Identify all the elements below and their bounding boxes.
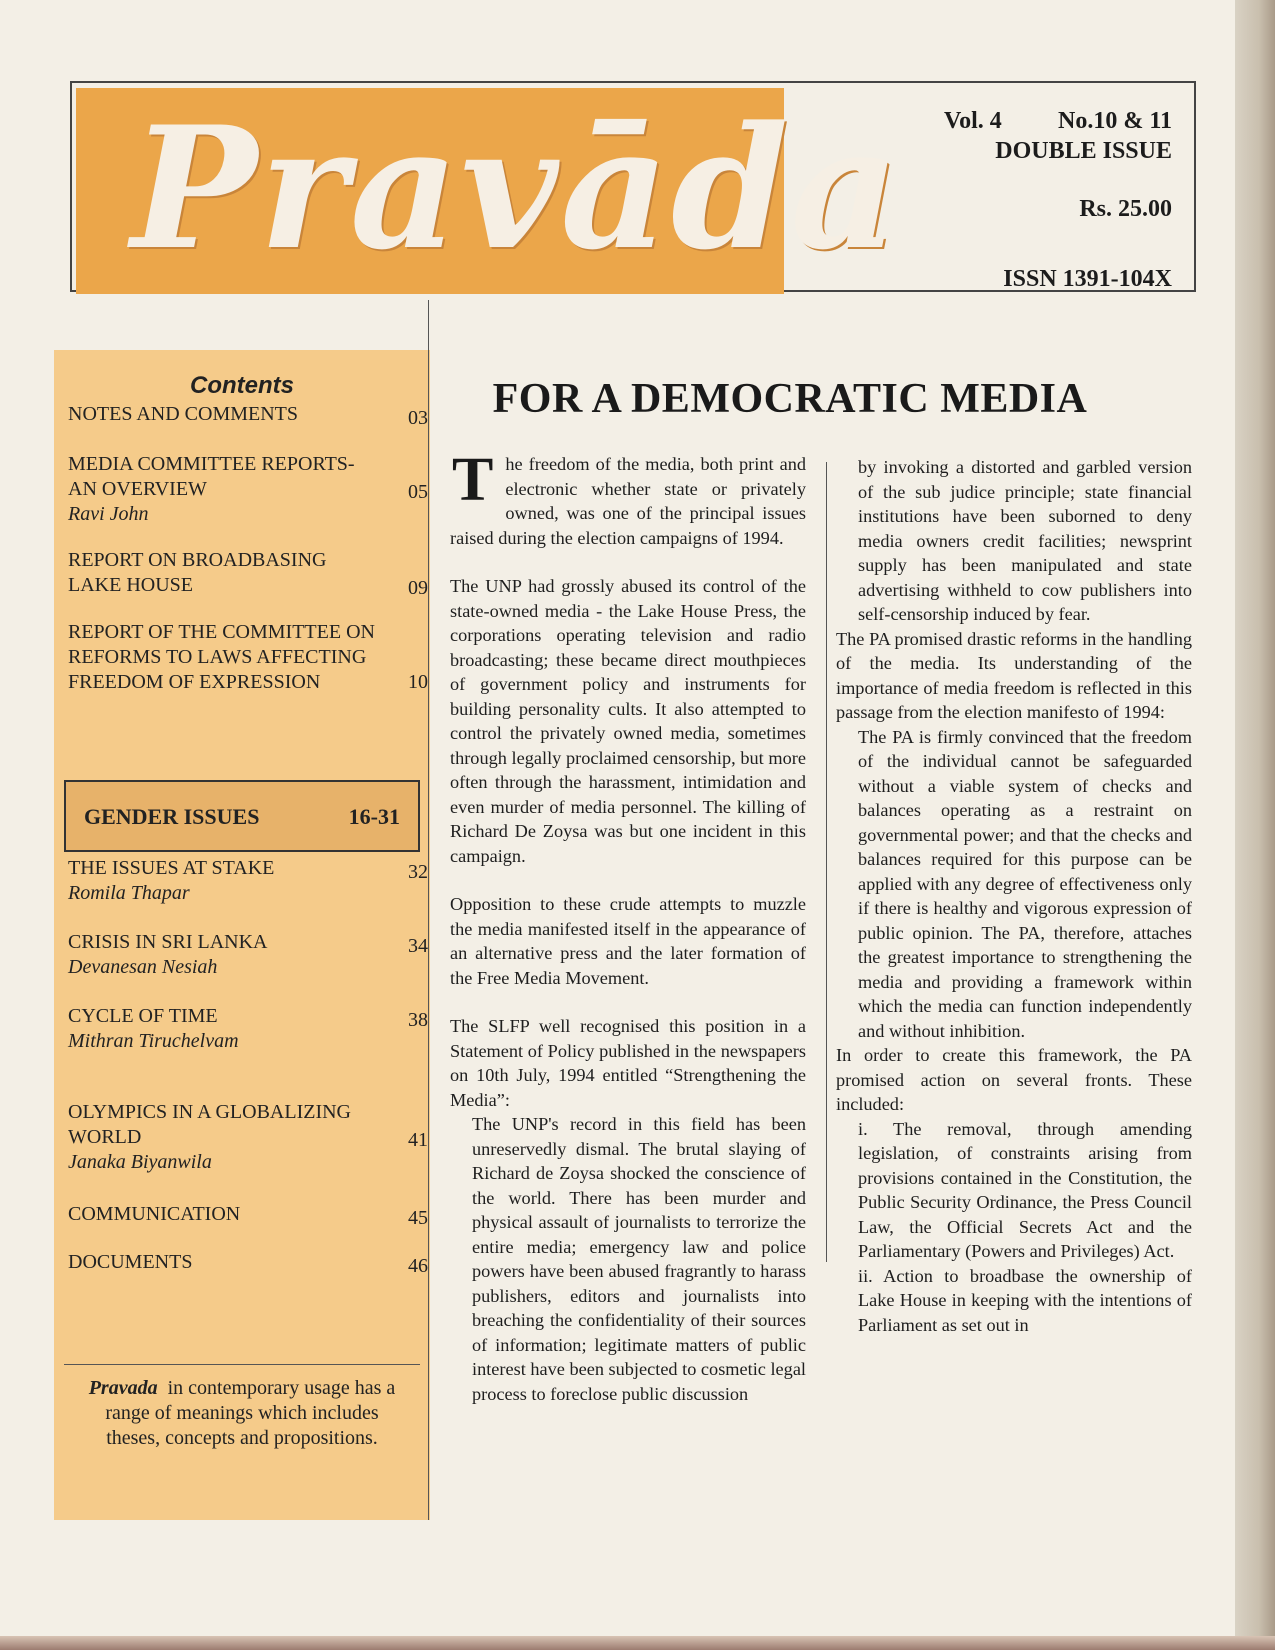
toc-item[interactable] <box>68 856 428 906</box>
article-paragraph <box>450 446 806 550</box>
toc-item[interactable] <box>68 1202 428 1227</box>
toc-title: COMMUNICATION <box>68 1203 241 1225</box>
list-item: i. The removal, through amending legislation, of constraints arising from provisions contained in the Constitution, the Public Security Ordinance, the Press Council Law, the Official Secrets Act and the Parliamentary (Powers and Privileges) Act. <box>858 1118 1192 1261</box>
block-quote: by invoking a distorted and garbled version of the sub judice principle; state financial institutions have been suborned to deny media owners credit facilities; newsprint supply has been manipulated and state advertising withheld to cow publishers into self-censorship induced by fear. <box>858 457 1192 624</box>
toc-title: REPORT OF THE COMMITTEE ON REFORMS TO LAWS AFFECTING FREEDOM OF EXPRESSION <box>68 621 375 693</box>
toc-page: 46 <box>408 1255 428 1277</box>
toc-item[interactable] <box>68 1100 428 1175</box>
article-paragraph: The SLFP well recognised this position in a Statement of Policy published in the newspapers on 10th July, 1994 entitled “Strengthening the Media”: <box>450 1016 806 1110</box>
toc-item[interactable] <box>68 620 428 695</box>
toc-author: Devanesan Nesiah <box>68 956 218 978</box>
logo-banner <box>76 88 902 294</box>
toc-title: CYCLE OF TIME <box>68 1005 218 1027</box>
price: Rs. 25.00 <box>1079 196 1172 222</box>
page-edge <box>1235 0 1275 1650</box>
drop-cap: T <box>452 446 494 514</box>
toc-page: 10 <box>408 671 428 693</box>
issue-number: No.10 & 11 <box>1058 108 1172 134</box>
column-divider-rule <box>826 462 827 1262</box>
toc-item[interactable] <box>68 1004 428 1054</box>
toc-page: 45 <box>408 1207 428 1229</box>
toc-page: 09 <box>408 577 428 599</box>
definition-text: in contemporary usage has a range of meanings which includes theses, concepts and propositions. <box>105 1377 396 1449</box>
contents-sidebar <box>54 350 430 1520</box>
toc-page: 34 <box>408 935 428 957</box>
article-paragraph: In order to create this framework, the PA promised action on several fronts. These included: <box>836 1045 1192 1114</box>
toc-page: 03 <box>408 407 428 429</box>
contents-title: Contents <box>190 372 294 399</box>
toc-author: Romila Thapar <box>68 882 190 904</box>
block-quote: The PA is firmly convinced that the freedom of the individual cannot be safeguarded without a viable system of checks and balances operating as a restraint on governmental power; and that the checks and balances required for this purpose can be applied with any degree of effectiveness only if there is healthy and vigorous expression of public opinion. The PA, therefore, attaches the greatest importance to strengthening the media and providing a framework within which the media can function independently and without inhibition. <box>858 726 1192 1041</box>
toc-page: 38 <box>408 1009 428 1031</box>
toc-title: NOTES AND COMMENTS <box>68 403 299 425</box>
article-paragraph: Opposition to these crude attempts to muzzle the media manifested itself in the appearance of an alternative press and the later formation of the Free Media Movement. <box>450 894 806 988</box>
toc-page: 05 <box>408 481 428 503</box>
toc-title: REPORT ON BROADBASING LAKE HOUSE <box>68 549 327 596</box>
toc-author: Ravi John <box>68 503 149 525</box>
binding-edge <box>0 1636 1275 1650</box>
toc-item[interactable] <box>68 1250 428 1275</box>
issue-type: DOUBLE ISSUE <box>995 138 1172 164</box>
toc-title: OLYMPICS IN A GLOBALIZING WORLD <box>68 1101 351 1148</box>
toc-title: DOCUMENTS <box>68 1251 193 1273</box>
toc-author: Mithran Tiruchelvam <box>68 1030 239 1052</box>
sidebar-divider-rule <box>428 300 429 1520</box>
article-column-2 <box>836 455 1192 1337</box>
toc-item[interactable] <box>68 548 428 598</box>
article-paragraph: The PA promised drastic reforms in the handling of the media. Its understanding of the importance of media freedom is reflected in this passage from the election manifesto of 1994: <box>836 628 1192 722</box>
article-headline: FOR A DEMOCRATIC MEDIA <box>492 376 1088 422</box>
block-quote: The UNP's record in this field has been unreservedly dismal. The brutal slaying of Richard de Zoysa shocked the conscience of the world. There has been murder and physical assault of journalists to terrorize the entire media; emergency law and police powers have been abused fragrantly to harass publishers, editors and journalists into breaching the confidentiality of their sources of information; legitimate matters of public interest have been subjected to cosmetic legal process to foreclose public discussion <box>472 1114 807 1404</box>
list-item: ii. Action to broadbase the ownership of Lake House in keeping with the intentions of Parliament as set out in <box>858 1265 1192 1335</box>
toc-title: THE ISSUES AT STAKE <box>68 857 275 879</box>
paragraph-text: he freedom of the media, both print and electronic whether state or privately owned, was one of the principal issues raised during the election campaigns of 1994. <box>450 454 806 548</box>
issue-info <box>900 106 1172 294</box>
toc-item[interactable] <box>68 452 428 527</box>
toc-item[interactable] <box>68 930 428 980</box>
toc-author: Janaka Biyanwila <box>68 1151 212 1173</box>
toc-item[interactable] <box>68 402 428 427</box>
definition-term: Pravada <box>88 1377 158 1399</box>
volume: Vol. 4 <box>944 108 1002 134</box>
toc-title: MEDIA COMMITTEE REPORTS- AN OVERVIEW <box>68 453 355 500</box>
featured-title: GENDER ISSUES <box>84 804 260 829</box>
toc-title: CRISIS IN SRI LANKA <box>68 931 268 953</box>
issn: ISSN 1391-104X <box>1003 266 1172 292</box>
sidebar-divider <box>64 1364 420 1365</box>
pravada-definition <box>84 1376 400 1451</box>
featured-section-box[interactable] <box>64 780 420 852</box>
article-paragraph: The UNP had grossly abused its control of the state-owned media - the Lake House Press, the corporations operating television and radio broadcasting; these became direct mouthpieces of government policy and instruments for building personality cults. It also attempted to control the privately owned media, sometimes through legally proclaimed censorship, but more often through the harassment, intimidation and even murder of media personnel. The killing of Richard De Zoysa was but one incident in this campaign. <box>450 576 806 866</box>
article-column-1 <box>450 446 807 1406</box>
toc-page: 41 <box>408 1129 428 1151</box>
featured-pages: 16-31 <box>348 804 400 829</box>
toc-page: 32 <box>408 861 428 883</box>
pravada-logo: Pravāda <box>131 89 902 287</box>
